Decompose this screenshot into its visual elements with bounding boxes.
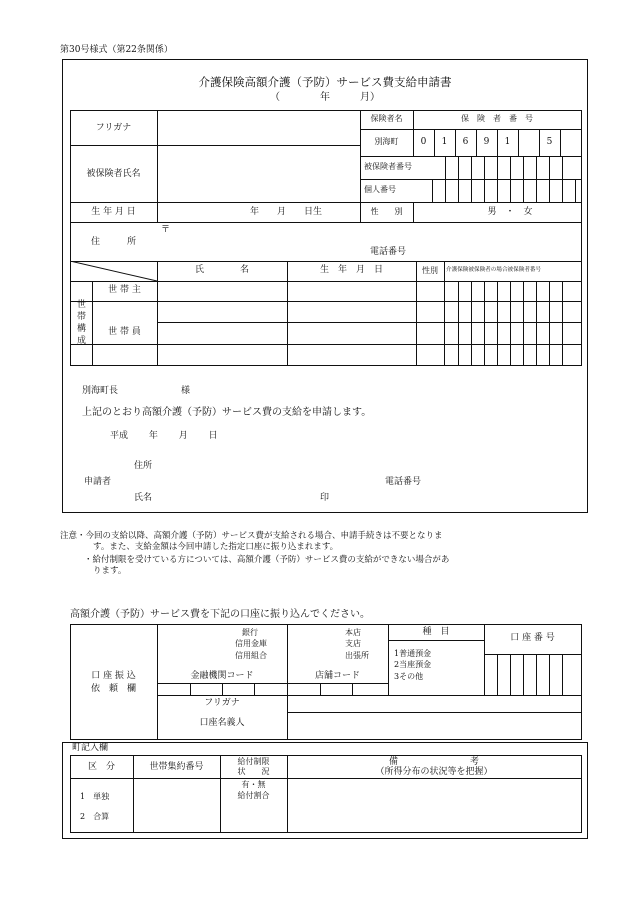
- branch-type: 出張所: [345, 651, 369, 660]
- insurer-digit: 9: [483, 137, 490, 147]
- town-col-restriction: 給付制限: [237, 757, 270, 766]
- town-col-restriction: 状 況: [237, 767, 270, 776]
- restriction-value: 有・無: [241, 780, 266, 789]
- form-number: 第30号様式（第22条関係）: [60, 45, 173, 55]
- lower-form-frame: [62, 742, 588, 839]
- gender-label: 性 別: [370, 207, 403, 216]
- town-row-combined: 2 合算: [80, 812, 110, 821]
- insured-name-label: 被保険者氏名: [86, 169, 141, 179]
- birth-date-label: 生 年 月 日: [91, 207, 136, 217]
- title-date: （ 年 月）: [270, 92, 380, 103]
- note-line: す。また、支給金額は今回申請した指定口座に振り込まれます。: [93, 542, 339, 552]
- note-line: 注意・今回の支給以降、高額介護（予防）サービス費が支給される場合、申請手続きは不要となりま: [60, 531, 443, 541]
- applicant-label: 申請者: [84, 477, 112, 487]
- applicant-phone-label: 電話番号: [385, 477, 422, 487]
- household-col-birth: 生 年 月 日: [319, 265, 383, 275]
- branch-code-label: 店舗コード: [314, 671, 360, 681]
- account-type-option: 2当座預金: [394, 660, 432, 669]
- household-head-label: 世 帯 主: [108, 285, 141, 295]
- town-col-category: 区 分: [87, 762, 115, 772]
- household-member-label: 世 帯 員: [108, 327, 141, 337]
- institution-type: 銀行: [242, 628, 258, 637]
- branch-type: 本店: [345, 628, 361, 637]
- insurer-digit: 0: [420, 137, 427, 147]
- household-col-number: 介護保険被保険者の場合被保険者番号: [446, 267, 542, 273]
- institution-type: 信用金庫: [235, 639, 267, 648]
- account-type-option: 1普通預金: [394, 649, 432, 658]
- gender-value: 男 ・ 女: [487, 207, 533, 217]
- town-col-remarks: 備 考: [388, 757, 479, 767]
- application-date: 平成 年 月 日: [110, 431, 218, 441]
- town-col-household-no: 世帯集約番号: [149, 762, 204, 772]
- furigana-label: フリガナ: [95, 123, 132, 133]
- application-statement: 上記のとおり高額介護（予防）サービス費の支給を申請します。: [82, 407, 372, 418]
- note-line: ・給付制限を受けている方については、高額介護（予防）サービス費の支給ができない場合があ: [84, 555, 450, 565]
- postal-mark: 〒: [161, 225, 171, 235]
- holder-furigana-label: フリガナ: [204, 698, 240, 708]
- personal-number-label: 個人番号: [364, 185, 396, 194]
- applicant-name-label: 氏名: [134, 493, 153, 503]
- insurer-digit: 5: [546, 137, 553, 147]
- bank-heading: 高額介護（予防）サービス費を下記の口座に振り込んでください。: [70, 609, 370, 620]
- insurer-number-label: 保 険 者 番 号: [461, 114, 533, 123]
- insured-number-label: 被保険者番号: [364, 162, 412, 171]
- seal-mark: 印: [320, 493, 330, 503]
- household-col-gender: 性別: [422, 266, 438, 275]
- bank-section-label: 依 頼 欄: [90, 684, 136, 694]
- applicant-address-label: 住所: [134, 461, 153, 471]
- institution-code-label: 金融機関コード: [190, 671, 254, 681]
- diagonal-line: [70, 261, 158, 282]
- addressee: 別海町長 様: [82, 386, 191, 396]
- account-number-header: 口 座 番 号: [510, 633, 555, 643]
- account-type-option: 3その他: [394, 672, 424, 681]
- institution-type: 信用組合: [235, 651, 267, 660]
- restriction-value: 給付割合: [237, 791, 270, 800]
- insurer-digit: 1: [504, 137, 511, 147]
- insurer-digit: 6: [462, 137, 469, 147]
- town-heading: 町記入欄: [72, 743, 109, 753]
- insurer-digit: 1: [441, 137, 448, 147]
- birth-date-value: 年 月 日生: [250, 207, 323, 217]
- household-side-label: 世帯構成: [77, 300, 87, 346]
- insurer-name-label: 保険者名: [370, 114, 403, 123]
- household-col-name: 氏 名: [194, 265, 249, 275]
- branch-type: 支店: [345, 639, 361, 648]
- account-holder-label: 口座名義人: [199, 718, 245, 728]
- form-title: 介護保険高額介護（予防）サービス費支給申請書: [198, 75, 452, 89]
- account-type-header: 種 目: [422, 627, 450, 637]
- address-label: 住 所: [90, 237, 136, 247]
- phone-label: 電話番号: [370, 247, 407, 257]
- insurer-name-value: 別海町: [374, 137, 399, 146]
- bank-section-label: 口 座 振 込: [91, 671, 136, 681]
- town-col-remarks: （所得分布の状況等を把握）: [375, 767, 493, 777]
- town-row-single: 1 単独: [80, 792, 110, 801]
- note-line: ります。: [93, 566, 127, 576]
